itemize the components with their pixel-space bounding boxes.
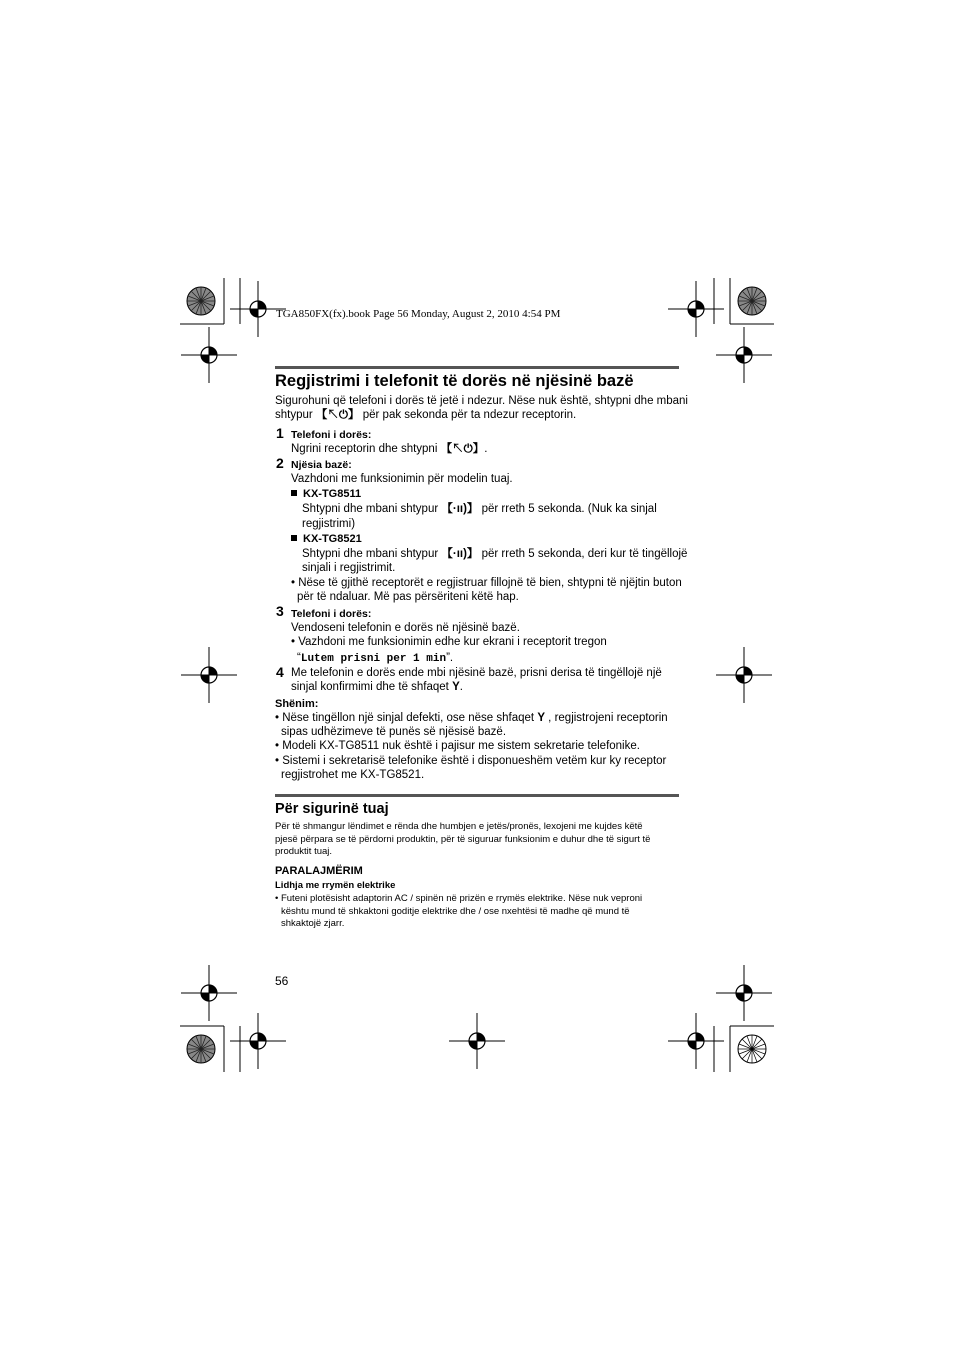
warning-heading: PARALAJMËRIM [275,865,363,877]
section-rule-top [275,366,679,369]
bullet-all-ring-2: për të ndaluar. Më pas përsëriteni këtë hap. [297,591,519,603]
step3-heading: Telefoni i dorës: [291,608,372,620]
page-number: 56 [275,974,289,988]
step3-bullet-line-2: “Lutem prisni per 1 min”. [297,652,454,665]
step2-text: Vazhdoni me funksionimin për modelin tuaj. [291,473,513,485]
intro-line-1: Sigurohuni që telefoni i dorës të jetë i ndezur. Nëse nuk është, shtypni dhe mbani [275,395,688,407]
power-connection-subheading: Lidhja me rrymën elektrike [275,880,396,891]
note2: • Modeli KX-TG8511 nuk është i pajisur me sistem sekretarie telefonike. [275,740,640,752]
step4-line-2: sinjal konfirmimi dhe të shfaqet Y. [291,681,463,693]
safety-para-line-2: pjesë përpara se të përdorni produktin, për të siguruar funksionim e duhur dhe të sigurt të [275,834,651,845]
note3-line-1: • Sistemi i sekretarisë telefonike është i disponueshëm vetëm kur ky receptor [275,755,667,767]
bullet-all-ring-1: • Nëse të gjithë receptorët e regjistruar fillojnë të bien, shtypni të njëjtin buton [291,577,682,589]
antenna-flashing-icon: Y [537,712,545,724]
power-key-icon: 【↖⏻】 [315,409,360,421]
display-text: Lutem prisni per 1 min [300,653,447,665]
model-kx-tg8511: KX-TG8511 [291,487,361,502]
step2-heading: Njësia bazë: [291,459,352,471]
step1-text: Ngrini receptorin dhe shtypni 【↖⏻】. [291,443,488,455]
antenna-icon: Y [452,681,460,693]
model-kx-tg8521: KX-TG8521 [291,532,362,547]
step3-bullet-line-1: • Vazhdoni me funksionimin edhe kur ekrani i receptorit tregon [291,636,607,648]
section-title-safety: Për sigurinë tuaj [275,801,389,817]
locator-key-icon: 【·ıı)】 [441,503,479,515]
note-heading: Shënim: [275,698,319,710]
model2-line-1: Shtypni dhe mbani shtypur 【·ıı)】 për rreth 5 sekonda, deri kur të tingëllojë [302,548,688,560]
power-key-icon: 【↖⏻】 [440,443,485,455]
safety-para-line-1: Për të shmangur lëndimet e rënda dhe humbjen e jetës/pronës, lexojeni me kujdes këtë [275,821,643,832]
safety-bullet-line-2: kështu mund të shkaktoni goditje elektrike dhe / ose nxehtësi të madhe që mund të [281,906,630,917]
safety-para-line-3: produktit tuaj. [275,846,333,857]
step4-line-1: Me telefonin e dorës ende mbi njësinë bazë, prisni derisa të tingëllojë një [291,667,662,679]
section-title-registration: Regjistrimi i telefonit të dorës në njësinë bazë [275,372,634,390]
safety-bullet-line-3: shkaktojë zjarr. [281,918,345,929]
safety-bullet-line-1: • Futeni plotësisht adaptorin AC / spinën në prizën e rrymës elektrike. Nëse nuk veproni [275,893,643,904]
step-number-4: 4 [276,664,284,680]
section-rule-safety [275,794,679,797]
model1-line-1: Shtypni dhe mbani shtypur 【·ıı)】 për rreth 5 sekonda. (Nuk ka sinjal [302,503,657,515]
note1-line-2: sipas udhëzimeve të punës së njësisë bazë. [281,726,507,738]
model1-line-2: regjistrimi) [302,518,356,530]
locator-key-icon: 【·ıı)】 [441,548,479,560]
model2-line-2: sinjali i regjistrimit. [302,562,396,574]
step3-text: Vendoseni telefonin e dorës në njësinë bazë. [291,622,520,634]
step1-heading: Telefoni i dorës: [291,429,372,441]
step-number-1: 1 [276,425,284,441]
note3-line-2: regjistrohet me KX-TG8521. [281,769,425,781]
step-number-2: 2 [276,455,284,471]
step-number-3: 3 [276,603,284,619]
file-header-line: TGA850FX(fx).book Page 56 Monday, August 2, 2010 4:54 PM [276,308,561,320]
intro-line-2: shtypur 【↖⏻】 për pak sekonda për ta ndezur receptorin. [275,409,577,421]
note1-line-1: • Nëse tingëllon një sinjal defekti, ose nëse shfaqet Y , regjistrojeni receptorin [275,712,668,724]
